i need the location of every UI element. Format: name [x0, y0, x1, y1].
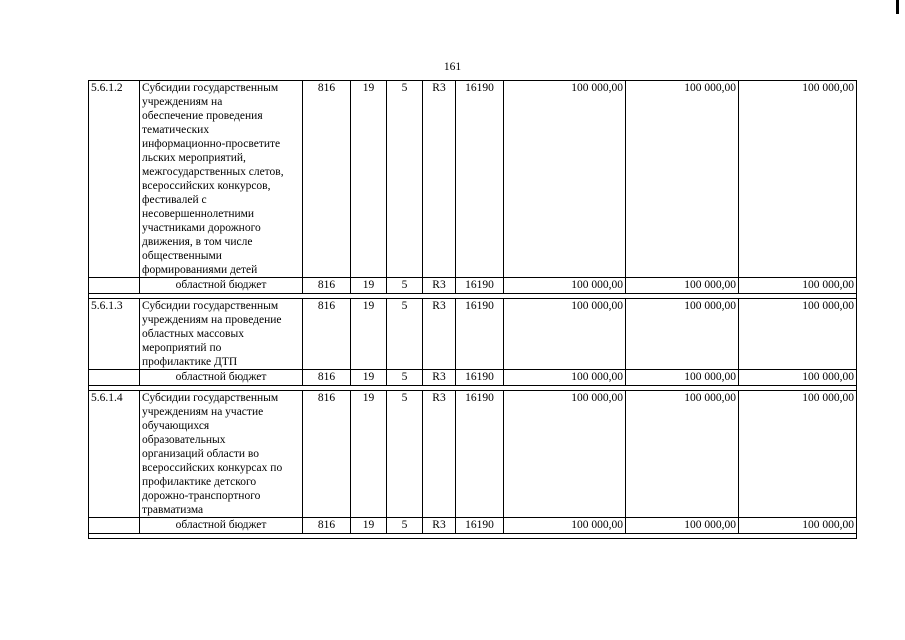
- code-program: 19: [351, 299, 387, 370]
- budget-label: областной бюджет: [140, 518, 303, 534]
- code-program: 19: [351, 81, 387, 278]
- table-row-budget: [89, 278, 857, 294]
- code-subprogram: 5: [387, 299, 423, 370]
- budget-table: [88, 80, 857, 539]
- table-row: [89, 391, 857, 518]
- code-program: 19: [351, 391, 387, 518]
- budget-label: областной бюджет: [140, 370, 303, 386]
- code-ministry: 816: [303, 370, 351, 386]
- code-direction: 16190: [456, 518, 504, 534]
- code-program: 19: [351, 370, 387, 386]
- amount-year-3: 100 000,00: [739, 299, 857, 370]
- table-row-budget: [89, 370, 857, 386]
- code-program: 19: [351, 278, 387, 294]
- code-ministry: 816: [303, 391, 351, 518]
- amount-year-2: 100 000,00: [626, 81, 739, 278]
- row-separator: [89, 534, 857, 539]
- code-ministry: 816: [303, 278, 351, 294]
- code-direction: 16190: [456, 81, 504, 278]
- amount-year-3: 100 000,00: [739, 81, 857, 278]
- row-number: 5.6.1.3: [89, 299, 140, 370]
- page-number: 161: [443, 61, 462, 73]
- code-program: 19: [351, 518, 387, 534]
- code-event: R3: [423, 518, 456, 534]
- code-direction: 16190: [456, 370, 504, 386]
- code-ministry: 816: [303, 299, 351, 370]
- amount-year-2: 100 000,00: [626, 391, 739, 518]
- code-event: R3: [423, 81, 456, 278]
- amount-year-2: 100 000,00: [626, 278, 739, 294]
- row-name: Субсидии государственным учреждениям на проведение областных массовых мероприятий по профилактике ДТП: [140, 299, 303, 370]
- amount-year-3: 100 000,00: [739, 370, 857, 386]
- code-subprogram: 5: [387, 81, 423, 278]
- amount-year-3: 100 000,00: [739, 518, 857, 534]
- code-subprogram: 5: [387, 391, 423, 518]
- amount-year-3: 100 000,00: [739, 391, 857, 518]
- row-name: Субсидии государственным учреждениям на участие обучающихся образовательных организаций области во всероссийских конкурсах по профилактике детского дорожно-транспортного травматизма: [140, 391, 303, 518]
- code-direction: 16190: [456, 391, 504, 518]
- amount-year-1: 100 000,00: [504, 299, 626, 370]
- row-number: 5.6.1.2: [89, 81, 140, 278]
- row-number: 5.6.1.4: [89, 391, 140, 518]
- code-event: R3: [423, 370, 456, 386]
- code-event: R3: [423, 391, 456, 518]
- row-name: Субсидии государственным учреждениям на обеспечение проведения тематических информационно-просветите льских мероприятий, межгосударственных слетов, всероссийских конкурсов, фестивалей с несовершеннолетними участниками дорожного движения, в том числе общественными формированиями детей: [140, 81, 303, 278]
- code-subprogram: 5: [387, 370, 423, 386]
- code-direction: 16190: [456, 278, 504, 294]
- amount-year-1: 100 000,00: [504, 370, 626, 386]
- code-event: R3: [423, 299, 456, 370]
- amount-year-3: 100 000,00: [739, 278, 857, 294]
- code-subprogram: 5: [387, 518, 423, 534]
- code-direction: 16190: [456, 299, 504, 370]
- code-ministry: 816: [303, 81, 351, 278]
- amount-year-1: 100 000,00: [504, 278, 626, 294]
- code-subprogram: 5: [387, 278, 423, 294]
- amount-year-2: 100 000,00: [626, 299, 739, 370]
- table-row-budget: [89, 518, 857, 534]
- code-event: R3: [423, 278, 456, 294]
- amount-year-1: 100 000,00: [504, 81, 626, 278]
- table-row: [89, 81, 857, 278]
- amount-year-1: 100 000,00: [504, 391, 626, 518]
- amount-year-1: 100 000,00: [504, 518, 626, 534]
- budget-label: областной бюджет: [140, 278, 303, 294]
- amount-year-2: 100 000,00: [626, 370, 739, 386]
- table-row: [89, 299, 857, 370]
- code-ministry: 816: [303, 518, 351, 534]
- amount-year-2: 100 000,00: [626, 518, 739, 534]
- corner-mark: [896, 0, 899, 14]
